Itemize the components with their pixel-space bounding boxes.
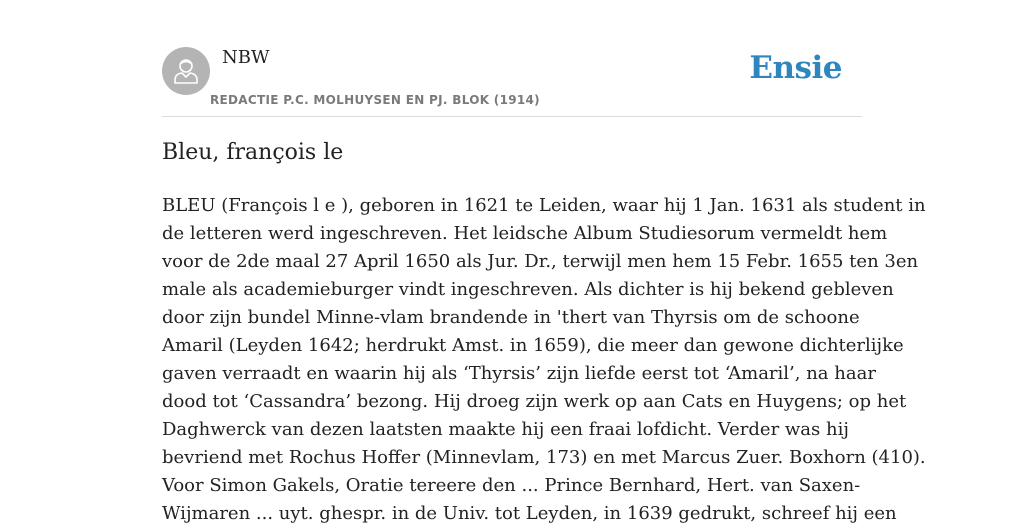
article-line: BLEU (François l e ), geboren in 1621 te Leiden, waar hij 1 Jan. 1631 als student in <box>162 195 926 216</box>
source-avatar[interactable] <box>162 47 210 95</box>
source-header <box>162 0 862 117</box>
page <box>162 0 926 524</box>
article-body <box>162 192 926 528</box>
article-line: Daghwerck van dezen laatsten maakte hij een fraai lofdicht. Verder was hij <box>162 419 849 440</box>
article-line: Amaril (Leyden 1642; herdrukt Amst. in 1659), die meer dan gewone dichterlijke <box>162 335 904 356</box>
article-line: Voor Simon Gakels, Oratie tereere den ... Prince Bernhard, Hert. van Saxen- <box>162 475 861 496</box>
source-subtitle: REDACTIE P.C. MOLHUYSEN EN PJ. BLOK (1914) <box>210 93 540 107</box>
ensie-logo[interactable]: Ensie <box>749 50 842 86</box>
article-line: dood tot ‘Cassandra’ bezong. Hij droeg zijn werk op aan Cats en Huygens; op het <box>162 391 907 412</box>
article-line: door zijn bundel Minne-vlam brandende in 'thert van Thyrsis om de schoone <box>162 307 860 328</box>
article-line: Wijmaren ... uyt. ghespr. in de Univ. tot Leyden, in 1639 gedrukt, schreef hij een <box>162 503 897 524</box>
article-line: de letteren werd ingeschreven. Het leidsche Album Studiesorum vermeldt hem <box>162 223 888 244</box>
article-line: male als academieburger vindt ingeschreven. Als dichter is hij bekend gebleven <box>162 279 894 300</box>
article-line: voor de 2de maal 27 April 1650 als Jur. Dr., terwijl men hem 15 Febr. 1655 ten 3en <box>162 251 919 272</box>
article-line: bevriend met Rochus Hoffer (Minnevlam, 173) en met Marcus Zuer. Boxhorn (410). <box>162 447 926 468</box>
article-line: gaven verraadt en waarin hij als ‘Thyrsis’ zijn liefde eerst tot ‘Amaril’, na haar <box>162 363 876 384</box>
source-name[interactable]: NBW <box>222 47 270 68</box>
user-icon <box>173 57 199 85</box>
article-title: Bleu, françois le <box>162 140 344 165</box>
